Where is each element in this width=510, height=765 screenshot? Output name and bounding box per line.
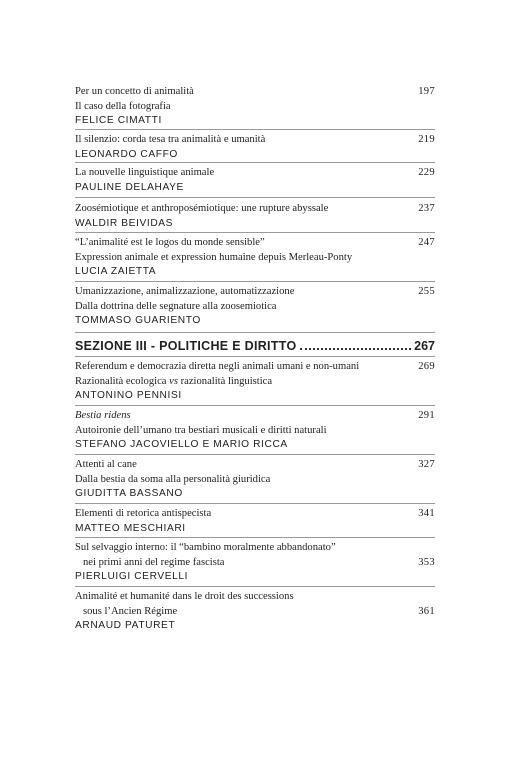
- toc-entry: [75, 85, 435, 129]
- toc-entry: [75, 590, 435, 634]
- divider: [75, 586, 435, 587]
- entry-subtitle: Dalla bestia da soma alla personalità giuridica: [75, 473, 271, 485]
- entry-title: Referendum e democrazia diretta negli animali umani e non-umani: [75, 361, 360, 372]
- toc-entry: [75, 541, 435, 585]
- entry-subtitle: nei primi anni del regime fascista: [83, 556, 225, 568]
- entry-title: La nouvelle linguistique animale: [75, 167, 215, 178]
- entry-page-number: 255: [418, 286, 435, 297]
- divider: [75, 129, 435, 130]
- entry-author: LEONARDO CAFFO: [75, 148, 178, 160]
- divider: [75, 197, 435, 198]
- divider: [75, 281, 435, 282]
- divider: [75, 162, 435, 163]
- entry-title: Il silenzio: corda tesa tra animalità e umanità: [75, 134, 266, 145]
- entry-subtitle: Autoironie dell’umano tra bestiari musicali e diritti naturali: [75, 424, 327, 436]
- entry-title: Bestia ridens: [75, 410, 131, 421]
- entry-subtitle: Expression animale et expression humaine depuis Merleau-Ponty: [75, 251, 353, 263]
- entry-title: Zoosémiotique et anthroposémiotique: une rupture abyssale: [75, 203, 329, 214]
- entry-author: ANTONINO PENNISI: [75, 390, 182, 402]
- entry-author: STEFANO JACOVIELLO E MARIO RICCA: [75, 439, 288, 451]
- toc-entry: [75, 202, 435, 231]
- divider: [75, 537, 435, 538]
- entry-title: Per un concetto di animalità: [75, 86, 194, 97]
- entry-subtitle: sous l’Ancien Régime: [83, 605, 178, 617]
- entry-author: PIERLUIGI CERVELLI: [75, 571, 189, 583]
- toc-entry: [75, 285, 435, 329]
- toc-entry: [75, 360, 435, 404]
- divider: [75, 232, 435, 233]
- entry-page-number: 361: [418, 605, 435, 617]
- toc-entry: [75, 458, 435, 502]
- entry-page-number: 291: [418, 410, 435, 421]
- section-title: SEZIONE III - POLITICHE E DIRITTO: [75, 339, 297, 353]
- divider: [75, 356, 435, 357]
- entry-page-number: 247: [418, 237, 435, 248]
- entry-title: Animalité et humanité dans le droit des successions: [75, 591, 294, 602]
- entry-page-number: 269: [418, 361, 435, 372]
- entry-page-number: 237: [418, 203, 435, 214]
- entry-page-number: 197: [418, 86, 435, 97]
- section-heading: [75, 338, 435, 354]
- entry-page-number: 219: [418, 134, 435, 145]
- entry-subtitle: Razionalità ecologica vs razionalità linguistica: [75, 375, 273, 387]
- entry-author: GIUDITTA BASSANO: [75, 488, 183, 500]
- entry-author: FELICE CIMATTI: [75, 115, 162, 127]
- toc-entry: [75, 166, 435, 195]
- toc-entry: [75, 133, 435, 162]
- entry-title: Sul selvaggio interno: il “bambino moralmente abbandonato”: [75, 542, 336, 553]
- entry-subtitle: Il caso della fotografia: [75, 100, 171, 112]
- entry-page-number: 341: [418, 508, 435, 519]
- entry-title: Umanizzazione, animalizzazione, automatizzazione: [75, 286, 295, 297]
- entry-author: TOMMASO GUARIENTO: [75, 315, 201, 327]
- entry-author: WALDIR BEIVIDAS: [75, 217, 174, 229]
- entry-title: Attenti al cane: [75, 459, 137, 470]
- entry-author: MATTEO MESCHIARI: [75, 522, 186, 534]
- entry-page-number: 229: [418, 167, 435, 178]
- entry-subtitle: Dalla dottrina delle segnature alla zoosemiotica: [75, 300, 277, 312]
- entry-page-number: 327: [418, 459, 435, 470]
- entry-page-number: 353: [418, 556, 435, 568]
- toc-entry: [75, 409, 435, 453]
- entry-author: LUCIA ZAIETTA: [75, 266, 157, 278]
- divider: [75, 503, 435, 504]
- entry-author: ARNAUD PATURET: [75, 620, 176, 632]
- divider: [75, 405, 435, 406]
- entry-title: Elementi di retorica antispecista: [75, 508, 212, 519]
- toc-entry: [75, 236, 435, 280]
- divider: [75, 454, 435, 455]
- divider: [75, 332, 435, 333]
- section-page-number: 267: [414, 339, 435, 353]
- toc-entry: [75, 507, 435, 536]
- dot-leader: [300, 348, 412, 350]
- entry-title: “L’animalité est le logos du monde sensible”: [75, 237, 265, 248]
- entry-author: PAULINE DELAHAYE: [75, 181, 184, 193]
